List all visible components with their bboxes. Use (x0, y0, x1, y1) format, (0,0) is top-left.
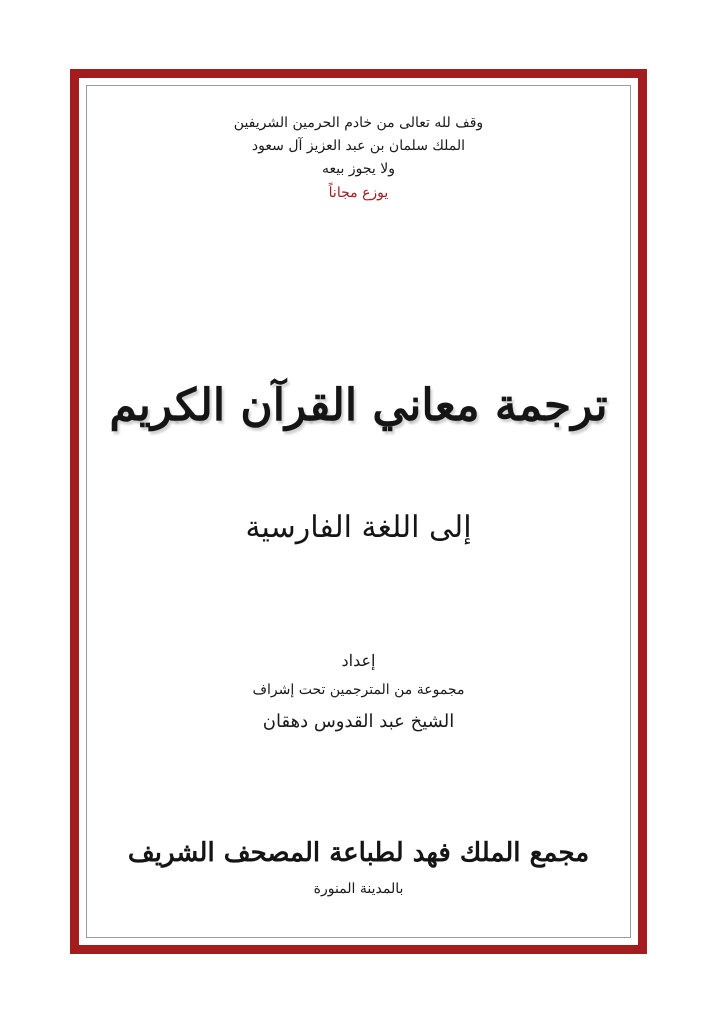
waqf-line-3: ولا يجوز بيعه (322, 161, 395, 177)
cover-content (78, 78, 639, 947)
book-subtitle: إلى اللغة الفارسية (245, 510, 472, 545)
free-distribution-note: يوزع مجاناً (328, 185, 389, 201)
supervisor-name: الشيخ عبد القدوس دهقان (262, 711, 455, 732)
publisher-name: مجمع الملك فهد لطباعة المصحف الشريف (127, 838, 590, 868)
publisher-city: بالمدينة المنورة (313, 881, 404, 897)
waqf-line-1: وقف لله تعالى من خادم الحرمين الشريفين (233, 115, 484, 131)
waqf-line-2: الملك سلمان بن عبد العزيز آل سعود (251, 138, 466, 154)
prepared-label: إعداد (341, 651, 376, 670)
book-title: ترجمة معاني القرآن الكريم (109, 380, 608, 431)
translators-line: مجموعة من المترجمين تحت إشراف (252, 682, 465, 698)
